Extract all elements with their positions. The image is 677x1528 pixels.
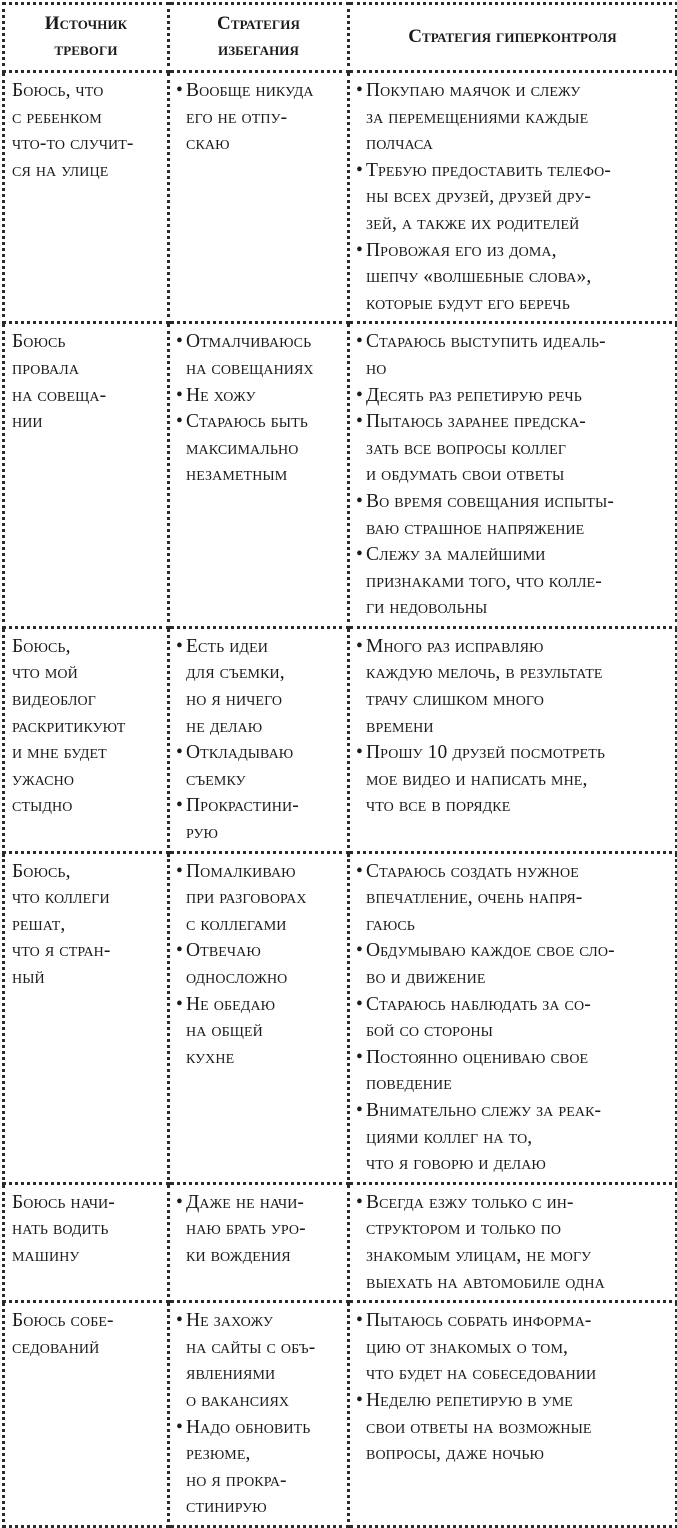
cell-text-line: Боюсь начи- — [12, 1191, 115, 1213]
cell-text-line: но я ничего — [186, 689, 283, 711]
cell-text-line: стыдно — [12, 795, 73, 817]
table-row — [4, 1302, 677, 1527]
bullet-item — [356, 1308, 671, 1388]
bullet-icon: • — [356, 940, 363, 962]
cell-text-line: Не хожу — [186, 384, 256, 406]
cell-text-line: машину — [12, 1244, 80, 1266]
anxiety-source-cell — [4, 852, 169, 1183]
table-header-row — [4, 4, 677, 72]
cell-text-line: ся на улице — [12, 159, 109, 181]
avoidance-strategy-cell — [169, 1183, 349, 1301]
bullet-icon: • — [356, 1191, 363, 1213]
cell-text-line: нать водить — [12, 1218, 109, 1240]
anxiety-source-cell — [4, 1183, 169, 1301]
cell-text-line: циями коллег на то, — [366, 1126, 533, 1148]
cell-text-line: Провожая его из дома, — [366, 239, 557, 261]
cell-text-line: что все в порядке — [366, 795, 511, 817]
bullet-icon: • — [356, 1099, 363, 1121]
cell-text-line: Постоянно оцениваю свое — [366, 1046, 589, 1068]
cell-text-line: что мой — [12, 662, 78, 684]
cell-text-line: впечатление, очень напря- — [366, 887, 583, 909]
bullet-item — [176, 740, 343, 793]
cell-text-line: ги недовольны — [366, 597, 488, 619]
cell-text-line: Покупаю маячок и слежу — [366, 80, 581, 101]
bullet-icon: • — [356, 1389, 363, 1411]
bullet-icon: • — [356, 544, 363, 566]
header-avoidance-strategy: Стратегия избегания — [169, 4, 349, 72]
cell-text-line: полчаса — [366, 133, 433, 155]
hypercontrol-strategy-cell — [349, 1183, 677, 1301]
cell-text-line: максимально — [186, 437, 299, 459]
anxiety-source-cell — [4, 323, 169, 628]
bullet-icon: • — [356, 635, 363, 657]
bullet-icon: • — [356, 411, 363, 433]
bullet-item — [176, 409, 343, 489]
bullet-item — [356, 740, 671, 820]
avoidance-strategy-cell — [169, 323, 349, 628]
bullet-item — [176, 78, 343, 158]
cell-text-line: структором и только по — [366, 1218, 562, 1240]
cell-text-line: гаюсь — [366, 913, 415, 935]
cell-text-line: знакомым улицам, не могу — [366, 1244, 592, 1266]
cell-text-line: Требую предоставить телефо- — [366, 159, 611, 181]
cell-text-line: скаю — [186, 133, 230, 155]
cell-text-line: Внимательно слежу за реак- — [366, 1099, 602, 1121]
bullet-item — [176, 1415, 343, 1521]
bullet-item — [176, 793, 343, 846]
cell-text-line: Много раз исправляю — [366, 635, 544, 657]
hypercontrol-strategy-cell — [349, 1302, 677, 1527]
cell-text-line: Откладываю — [186, 742, 294, 764]
cell-text-line: ны всех друзей, друзей дру- — [366, 186, 591, 208]
cell-text-line: о вакансиях — [186, 1389, 290, 1411]
cell-text-line: Боюсь — [12, 331, 66, 353]
bullet-item — [356, 938, 671, 991]
bullet-icon: • — [356, 490, 363, 512]
cell-text-line: нии — [12, 411, 43, 433]
cell-text-line: на общей — [186, 1020, 263, 1042]
cell-text-line: вопросы, даже ночью — [366, 1443, 545, 1465]
cell-text-line: Даже не начи- — [186, 1191, 305, 1213]
cell-text-line: Боюсь, — [12, 860, 71, 882]
bullet-item — [176, 859, 343, 939]
table-row — [4, 323, 677, 628]
hypercontrol-strategy-cell — [349, 852, 677, 1183]
cell-text-line: Боюсь, — [12, 635, 71, 657]
cell-text-line: мое видео и написать мне, — [366, 768, 588, 790]
cell-text-line: но я прокра- — [186, 1469, 287, 1491]
bullet-item — [356, 1045, 671, 1098]
bullet-item — [356, 542, 671, 622]
bullet-icon: • — [176, 1191, 183, 1213]
cell-text-line: что коллеги — [12, 887, 110, 909]
bullet-item — [356, 383, 671, 410]
cell-text-line: Стараюсь выступить идеаль- — [366, 331, 606, 353]
cell-text-line: и обдумать свои ответы — [366, 464, 565, 486]
cell-text-line: зей, а также их родителей — [366, 212, 580, 234]
cell-text-line: решат, — [12, 913, 66, 935]
table-body — [4, 72, 677, 1527]
cell-text-line: Прокрастини- — [186, 795, 299, 817]
cell-text-line: что будет на собеседовании — [366, 1363, 597, 1385]
bullet-icon: • — [356, 80, 363, 101]
cell-text-line: шепчу «волшебные слова», — [366, 266, 592, 288]
cell-text-line: явлениями — [186, 1363, 276, 1385]
table-row — [4, 72, 677, 323]
bullet-icon: • — [356, 742, 363, 764]
bullet-item — [176, 938, 343, 991]
avoidance-strategy-cell — [169, 852, 349, 1183]
cell-text-line: Помалкиваю — [186, 860, 296, 882]
cell-text-line: что я говорю и делаю — [366, 1153, 546, 1175]
cell-text-line: Надо обновить — [186, 1416, 311, 1438]
bullet-item — [356, 859, 671, 939]
hypercontrol-strategy-cell — [349, 72, 677, 323]
bullet-icon: • — [356, 1046, 363, 1068]
anxiety-source-cell — [4, 1302, 169, 1527]
bullet-icon: • — [356, 159, 363, 181]
cell-text-line: что я стран- — [12, 940, 111, 962]
cell-text-line: наю брать уро- — [186, 1218, 306, 1240]
bullet-icon: • — [176, 1416, 183, 1438]
cell-text-line: цию от знакомых о том, — [366, 1336, 568, 1358]
cell-text-line: что-то случит- — [12, 133, 134, 155]
bullet-icon: • — [176, 742, 183, 764]
bullet-icon: • — [176, 993, 183, 1015]
avoidance-strategy-cell — [169, 1302, 349, 1527]
cell-text-line: Десять раз репетирую речь — [366, 384, 582, 406]
bullet-item — [176, 1190, 343, 1270]
bullet-item — [176, 329, 343, 382]
cell-text-line: каждую мелочь, в результате — [366, 662, 603, 684]
cell-text-line: на совеща- — [12, 384, 107, 406]
cell-text-line: Отвечаю — [186, 940, 261, 962]
bullet-icon: • — [356, 384, 363, 406]
bullet-icon: • — [176, 411, 183, 433]
cell-text-line: Стараюсь наблюдать за со- — [366, 993, 591, 1015]
cell-text-line: трачу слишком много — [366, 689, 544, 711]
table-row — [4, 1183, 677, 1301]
cell-text-line: незаметным — [186, 464, 288, 486]
bullet-item — [356, 634, 671, 740]
cell-text-line: не делаю — [186, 715, 263, 737]
bullet-item — [356, 1388, 671, 1468]
cell-text-line: Стараюсь создать нужное — [366, 860, 579, 882]
cell-text-line: Вообще никуда — [186, 80, 314, 101]
cell-text-line: свои ответы на возможные — [366, 1416, 592, 1438]
cell-text-line: но — [366, 357, 387, 379]
cell-text-line: съемку — [186, 768, 246, 790]
cell-text-line: и мне будет — [12, 742, 107, 764]
cell-text-line: односложно — [186, 967, 288, 988]
cell-text-line: Стараюсь быть — [186, 411, 308, 433]
cell-text-line: бой со стороны — [366, 1020, 493, 1042]
cell-text-line: седований — [12, 1336, 100, 1358]
cell-text-line: времени — [366, 715, 434, 737]
bullet-icon: • — [176, 795, 183, 817]
cell-text-line: Во время совещания испыты- — [366, 490, 614, 512]
cell-text-line: ваю страшное напряжение — [366, 517, 585, 539]
avoidance-strategy-cell — [169, 627, 349, 852]
cell-text-line: ужасно — [12, 768, 75, 790]
bullet-icon: • — [356, 1310, 363, 1332]
bullet-item — [356, 78, 671, 158]
cell-text-line: Боюсь собе- — [12, 1310, 114, 1332]
hypercontrol-strategy-cell — [349, 627, 677, 852]
cell-text-line: Боюсь, что — [12, 80, 104, 101]
cell-text-line: его не отпу- — [186, 106, 288, 128]
header-anxiety-source: Источник тревоги — [4, 4, 169, 72]
anxiety-source-cell — [4, 72, 169, 323]
cell-text-line: кухне — [186, 1046, 235, 1068]
table-row — [4, 627, 677, 852]
cell-text-line: зать все вопросы коллег — [366, 437, 567, 459]
bullet-item — [356, 992, 671, 1045]
bullet-icon: • — [176, 1310, 183, 1332]
bullet-icon: • — [356, 860, 363, 882]
cell-text-line: Неделю репетирую в уме — [366, 1389, 573, 1411]
bullet-item — [176, 1308, 343, 1414]
cell-text-line: с коллегами — [186, 913, 287, 935]
hypercontrol-strategy-cell — [349, 323, 677, 628]
cell-text-line: на сайты с объ- — [186, 1336, 316, 1358]
bullet-item — [176, 383, 343, 410]
bullet-item — [356, 409, 671, 489]
cell-text-line: при разговорах — [186, 887, 307, 909]
bullet-item — [356, 238, 671, 318]
cell-text-line: видеоблог — [12, 689, 96, 711]
anxiety-strategies-table — [2, 2, 677, 1528]
cell-text-line: с ребенком — [12, 106, 102, 128]
cell-text-line: Обдумываю каждое свое сло- — [366, 940, 615, 962]
cell-text-line: для съемки, — [186, 662, 285, 684]
cell-text-line: поведение — [366, 1073, 452, 1095]
cell-text-line: за перемещениями каждые — [366, 106, 589, 128]
bullet-icon: • — [176, 384, 183, 406]
cell-text-line: Отмалчиваюсь — [186, 331, 312, 353]
cell-text-line: Прошу 10 друзей посмотреть — [366, 742, 606, 764]
bullet-icon: • — [176, 940, 183, 962]
avoidance-strategy-cell — [169, 72, 349, 323]
bullet-item — [356, 489, 671, 542]
cell-text-line: Не обедаю — [186, 993, 276, 1015]
cell-text-line: провала — [12, 357, 80, 379]
anxiety-source-cell — [4, 627, 169, 852]
cell-text-line: ки вождения — [186, 1244, 291, 1266]
bullet-item — [356, 329, 671, 382]
cell-text-line: стинирую — [186, 1496, 267, 1518]
bullet-item — [356, 1098, 671, 1178]
bullet-icon: • — [176, 80, 183, 101]
bullet-item — [356, 1190, 671, 1296]
bullet-icon: • — [356, 331, 363, 353]
cell-text-line: Слежу за малейшими — [366, 544, 546, 566]
cell-text-line: на совещаниях — [186, 357, 314, 379]
cell-text-line: выехать на автомобиле одна — [366, 1271, 605, 1293]
bullet-icon: • — [176, 860, 183, 882]
cell-text-line: резюме, — [186, 1443, 251, 1465]
cell-text-line: Пытаюсь заранее предска- — [366, 411, 586, 433]
cell-text-line: Есть идеи — [186, 635, 268, 657]
cell-text-line: ный — [12, 967, 45, 988]
cell-text-line: признаками того, что колле- — [366, 570, 602, 592]
header-hypercontrol-strategy: Стратегия гиперконтроля — [349, 4, 677, 72]
table-row — [4, 852, 677, 1183]
cell-text-line: рую — [186, 822, 219, 844]
bullet-icon: • — [356, 993, 363, 1015]
cell-text-line: во и движение — [366, 967, 486, 988]
bullet-item — [356, 158, 671, 238]
cell-text-line: которые будут его беречь — [366, 292, 570, 314]
cell-text-line: Всегда езжу только с ин- — [366, 1191, 574, 1213]
bullet-icon: • — [176, 331, 183, 353]
cell-text-line: раскритикуют — [12, 715, 126, 737]
cell-text-line: Пытаюсь собрать информа- — [366, 1310, 592, 1332]
bullet-icon: • — [176, 635, 183, 657]
bullet-item — [176, 634, 343, 740]
bullet-item — [176, 992, 343, 1072]
bullet-icon: • — [356, 239, 363, 261]
cell-text-line: Не захожу — [186, 1310, 273, 1332]
